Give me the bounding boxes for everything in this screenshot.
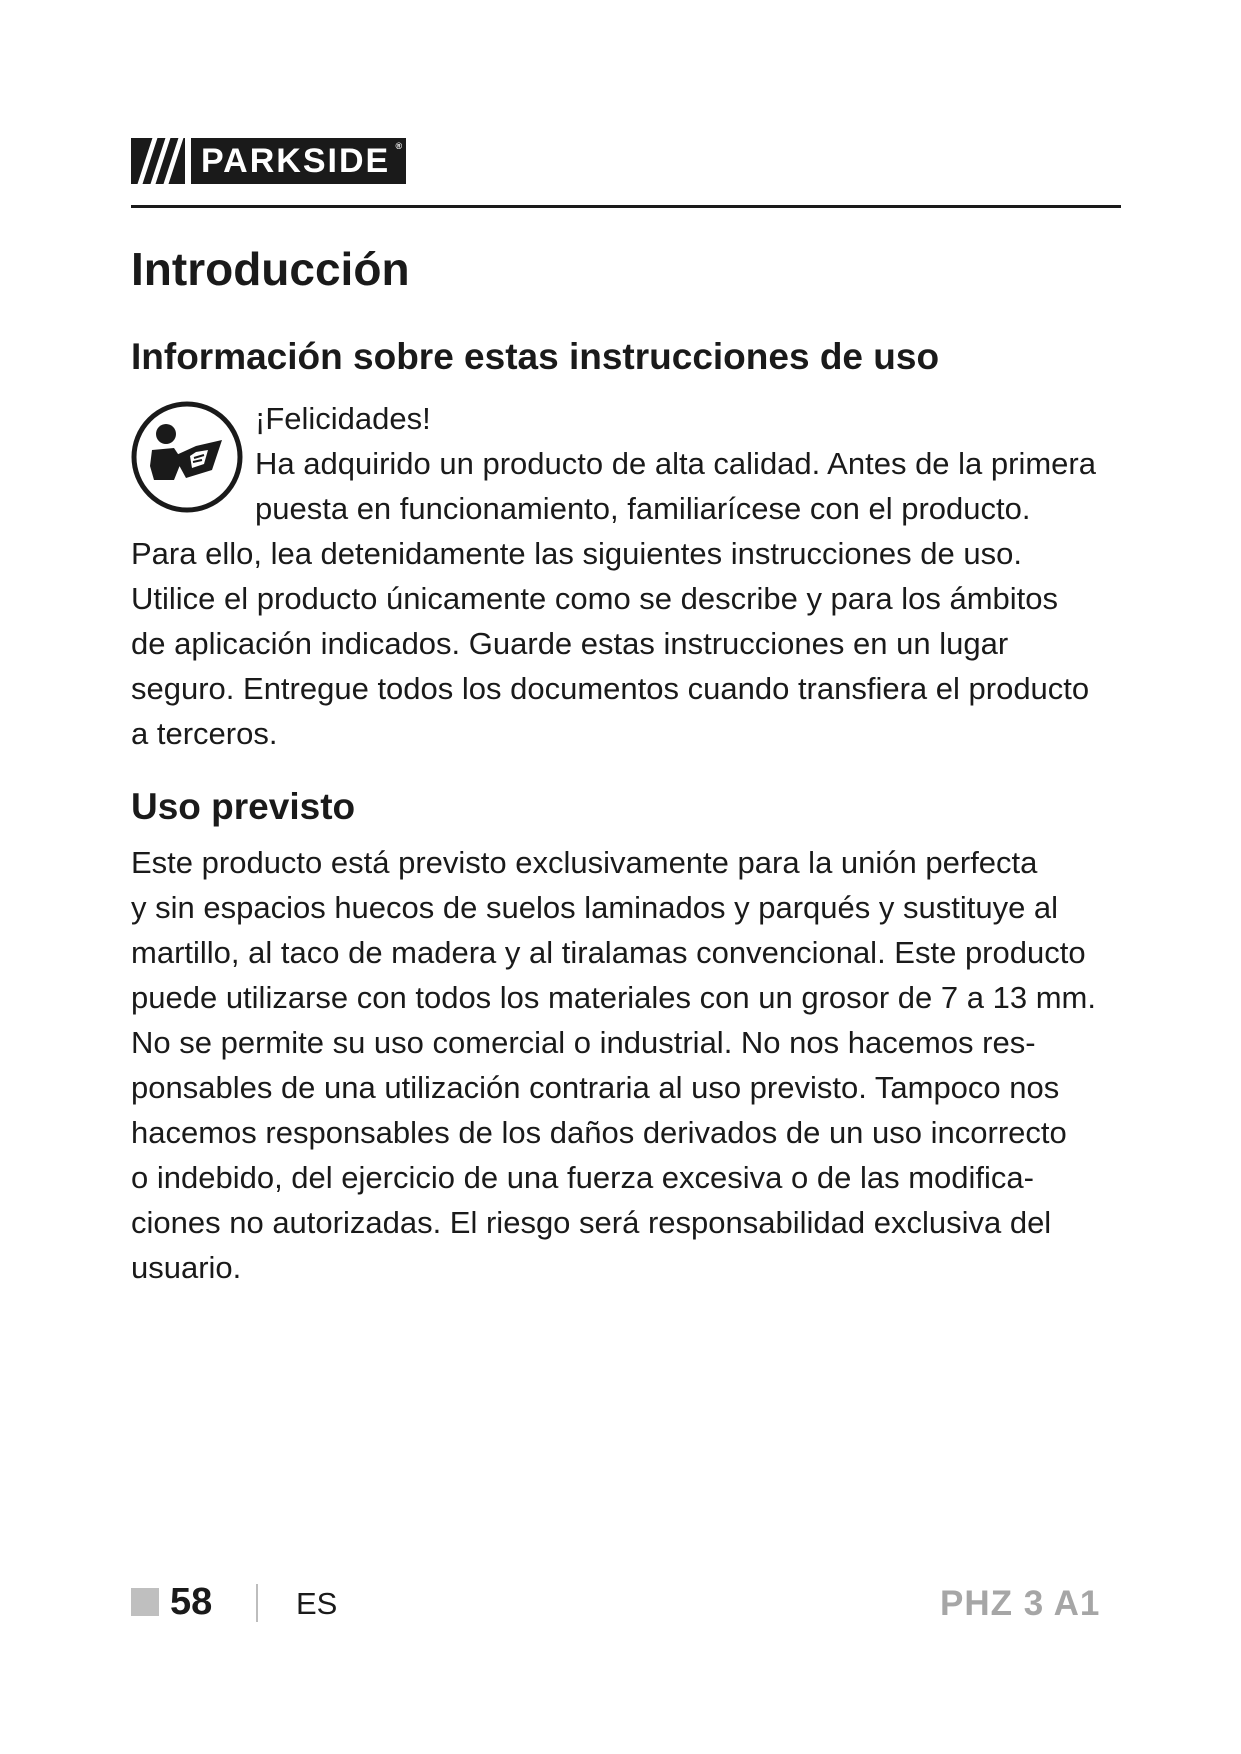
- model-name: PHZ 3 A1: [940, 1584, 1101, 1623]
- read-manual-icon: [130, 400, 244, 514]
- text-line: de aplicación indicados. Guarde estas instrucciones en un lugar: [131, 626, 1009, 661]
- language-code: ES: [296, 1586, 338, 1621]
- footer-divider: [256, 1584, 258, 1622]
- text-line: No se permite su uso comercial o industrial. No nos hacemos res-: [131, 1025, 1036, 1060]
- text-line: seguro. Entregue todos los documentos cuando transfiera el producto: [131, 671, 1090, 706]
- text-line: Este producto está previsto exclusivamente para la unión perfecta: [131, 845, 1038, 880]
- header-rule: [131, 205, 1121, 208]
- logo-slashes-icon: [131, 138, 185, 184]
- text-line: puede utilizarse con todos los materiales con un grosor de 7 a 13 mm.: [131, 980, 1096, 1015]
- text-line: y sin espacios huecos de suelos laminados y parqués y sustituye al: [131, 890, 1059, 925]
- section-heading-intended-use: Uso previsto: [131, 786, 356, 827]
- text-line: ciones no autorizadas. El riesgo será responsabilidad exclusiva del: [131, 1205, 1052, 1240]
- info-paragraph: [131, 531, 1089, 756]
- text-line: puesta en funcionamiento, familiarícese con el producto.: [255, 491, 1031, 526]
- text-line: Utilice el producto únicamente como se describe y para los ámbitos: [131, 581, 1059, 616]
- brand-name: PARKSIDE: [201, 142, 391, 180]
- text-line: Ha adquirido un producto de alta calidad. Antes de la primera: [255, 446, 1096, 481]
- footer-square-icon: [131, 1588, 159, 1616]
- text-line: Para ello, lea detenidamente las siguientes instrucciones de uso.: [131, 536, 1022, 571]
- logo-wordmark: [191, 138, 406, 184]
- text-line: martillo, al taco de madera y al tiralamas convencional. Este producto: [131, 935, 1086, 970]
- text-line: ¡Felicidades!: [255, 401, 431, 436]
- page-title: Introducción: [131, 243, 410, 295]
- text-line: hacemos responsables de los daños derivados de un uso incorrecto: [131, 1115, 1067, 1150]
- text-line: usuario.: [131, 1250, 242, 1285]
- intro-text: [255, 396, 1096, 531]
- text-line: o indebido, del ejercicio de una fuerza excesiva o de las modifica-: [131, 1160, 1034, 1195]
- parkside-logo: [131, 138, 406, 184]
- section-heading-info: Información sobre estas instrucciones de uso: [131, 336, 940, 377]
- registered-mark: ®: [395, 141, 403, 151]
- page-footer: [0, 1580, 1241, 1630]
- intended-use-paragraph: [131, 840, 1096, 1290]
- text-line: a terceros.: [131, 716, 278, 751]
- page-number: 58: [170, 1581, 213, 1623]
- text-line: ponsables de una utilización contraria al uso previsto. Tampoco nos: [131, 1070, 1060, 1105]
